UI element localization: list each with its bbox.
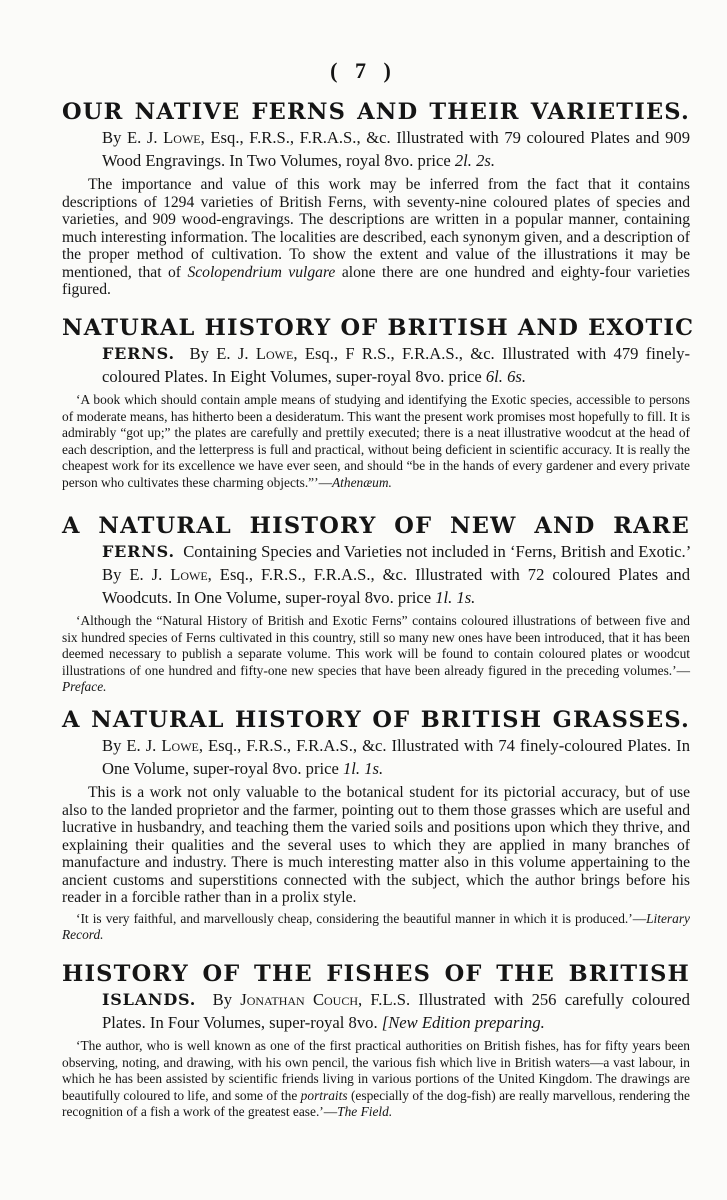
review-quote: ‘The author, who is well known as one of the first practical authorities on British fishes, has for fifty years been observing, noting, and drawing, with his own pencil, the various fish which live in British waters—a vast labour, in which he has been assisted by scientific friends living in various portions of the United Kingdom. The drawings are beautifully coloured to life, and some of the portraits (especially of the dog-fish) are really marvellous, rendering the recognition of a fish a work of the greatest ease.’—The Field. xyxy=(62,1038,690,1119)
entry-title: OUR NATIVE FERNS AND THEIR VARIETIES. xyxy=(62,99,690,125)
review-quote: ‘It is very faithful, and marvellously cheap, considering the beautiful manner in which it is produced.’—Literary Record. xyxy=(62,910,690,942)
edition-status: [New Edition preparing. xyxy=(381,1013,545,1032)
entry-description: This is a work not only valuable to the botanical student for its pictorial accuracy, but of use also to the landed proprietor and the farmer, pointing out to them those grasses which are useful and lucrative in husbandry, and teaching them the varied soils and positions upon which they thrive, and explaining their qualities and the several uses to which they are applied in many branches of manufacture and industry. There is much interesting matter also in this volume appertaining to the ancient customs and superstitions connected with the subject, which the author brings before his reader in a forcible rather than in a prolix style. xyxy=(62,784,690,906)
entry-new-rare-ferns xyxy=(62,512,690,696)
entry-title: A NATURAL HISTORY OF BRITISH GRASSES. xyxy=(62,707,690,733)
publication-details: FERNS. Containing Species and Varieties not included in ‘Ferns, British and Exotic.’ By E. J. Lowe, Esq., F.R.S., F.R.A.S., &c. Illustrated with 72 coloured Plates and Woodcuts. In One Volume, super-royal 8vo. price 1l. 1s. xyxy=(102,542,691,607)
publication-details: FERNS. By E. J. Lowe, Esq., F R.S., F.R.A.S., &c. Illustrated with 479 finely-coloured Plates. In Eight Volumes, super-royal 8vo. price 6l. 6s. xyxy=(102,344,691,386)
author-name: Lowe xyxy=(161,736,199,755)
publication-details: ISLANDS. By Jonathan Couch, F.L.S. Illustrated with 256 carefully coloured Plates. In Four Volumes, super-royal 8vo. [New Edition preparing. xyxy=(102,990,690,1032)
entry-british-grasses xyxy=(62,706,690,944)
entry-title: A NATURAL HISTORY OF NEW AND RARE xyxy=(62,513,690,539)
entry-title-continuation: ISLANDS. xyxy=(102,990,197,1009)
author-name: Lowe xyxy=(163,128,201,147)
page-number: ( 7 ) xyxy=(330,58,397,83)
entry-title: NATURAL HISTORY OF BRITISH AND EXOTIC xyxy=(62,315,695,341)
price: 1l. 1s. xyxy=(435,588,476,607)
entry-british-exotic-ferns xyxy=(62,314,695,491)
price: 2l. 2s. xyxy=(454,151,495,170)
quote-source: Preface. xyxy=(62,679,107,694)
entry-our-native-ferns xyxy=(62,98,690,299)
entry-british-fishes xyxy=(62,960,690,1121)
author-name: Lowe xyxy=(255,344,294,363)
author-name: Jonathan Couch xyxy=(240,990,359,1009)
quote-source: Athenæum. xyxy=(331,474,392,490)
entry-title: HISTORY OF THE FISHES OF THE BRITISH xyxy=(62,961,690,987)
publication-details: By E. J. Lowe, Esq., F.R.S., F.R.A.S., &c. Illustrated with 79 coloured Plates and 909 Wood Engravings. In Two Volumes, royal 8vo. price 2l. 2s. xyxy=(102,128,690,170)
quote-source: The Field. xyxy=(337,1104,393,1119)
price: 6l. 6s. xyxy=(485,367,526,386)
review-quote: ‘Although the “Natural History of British and Exotic Ferns” contains coloured illustrations of between five and six hundred species of Ferns cultivated in this country, still so many new ones have been introduced, that it has been deemed necessary to publish a separate volume. This work will be found to contain coloured plates or woodcut illustrations of one hundred and fifty-one new species that have been already figured in the preceding volumes.’—Preface. xyxy=(62,613,690,694)
quote-source: Literary Record. xyxy=(62,910,690,942)
entry-title-continuation: FERNS. xyxy=(102,542,175,561)
entry-title-continuation: FERNS. xyxy=(102,344,175,363)
publication-details: By E. J. Lowe, Esq., F.R.S., F.R.A.S., &c. Illustrated with 74 finely-coloured Plates. In One Volume, super-royal 8vo. price 1l. 1s. xyxy=(102,736,690,778)
review-quote: ‘A book which should contain ample means of studying and identifying the Exotic species, accessible to persons of moderate means, has hitherto been a desideratum. This want the present work promises most hopefully to fill. It is admirably “got up;” the plates are carefully and prettily executed; there is a neat illustrative woodcut at the head of each description, and the letterpress is full and practical, without being deficient in scientific accuracy. It is really the cheapest work for its excellence we have ever seen, and should “be in the hands of every gardener and every private person who cultivates these charming objects.”’—Athenæum. xyxy=(62,392,690,490)
price: 1l. 1s. xyxy=(343,759,384,778)
author-name: Lowe xyxy=(170,565,208,584)
entry-description: The importance and value of this work may be inferred from the fact that it contains descriptions of 1294 varieties of British Ferns, with seventy-nine coloured plates of species and varieties, and 909 wood-engravings. The descriptions are written in a popular manner, containing much interesting information. The localities are described, each synonym given, and a description of the proper method of cultivation. To show the extent and value of the illustrations it may be mentioned, that of Scolopendrium vulgare alone there are one hundred and eighty-four varieties figured. xyxy=(62,176,690,298)
